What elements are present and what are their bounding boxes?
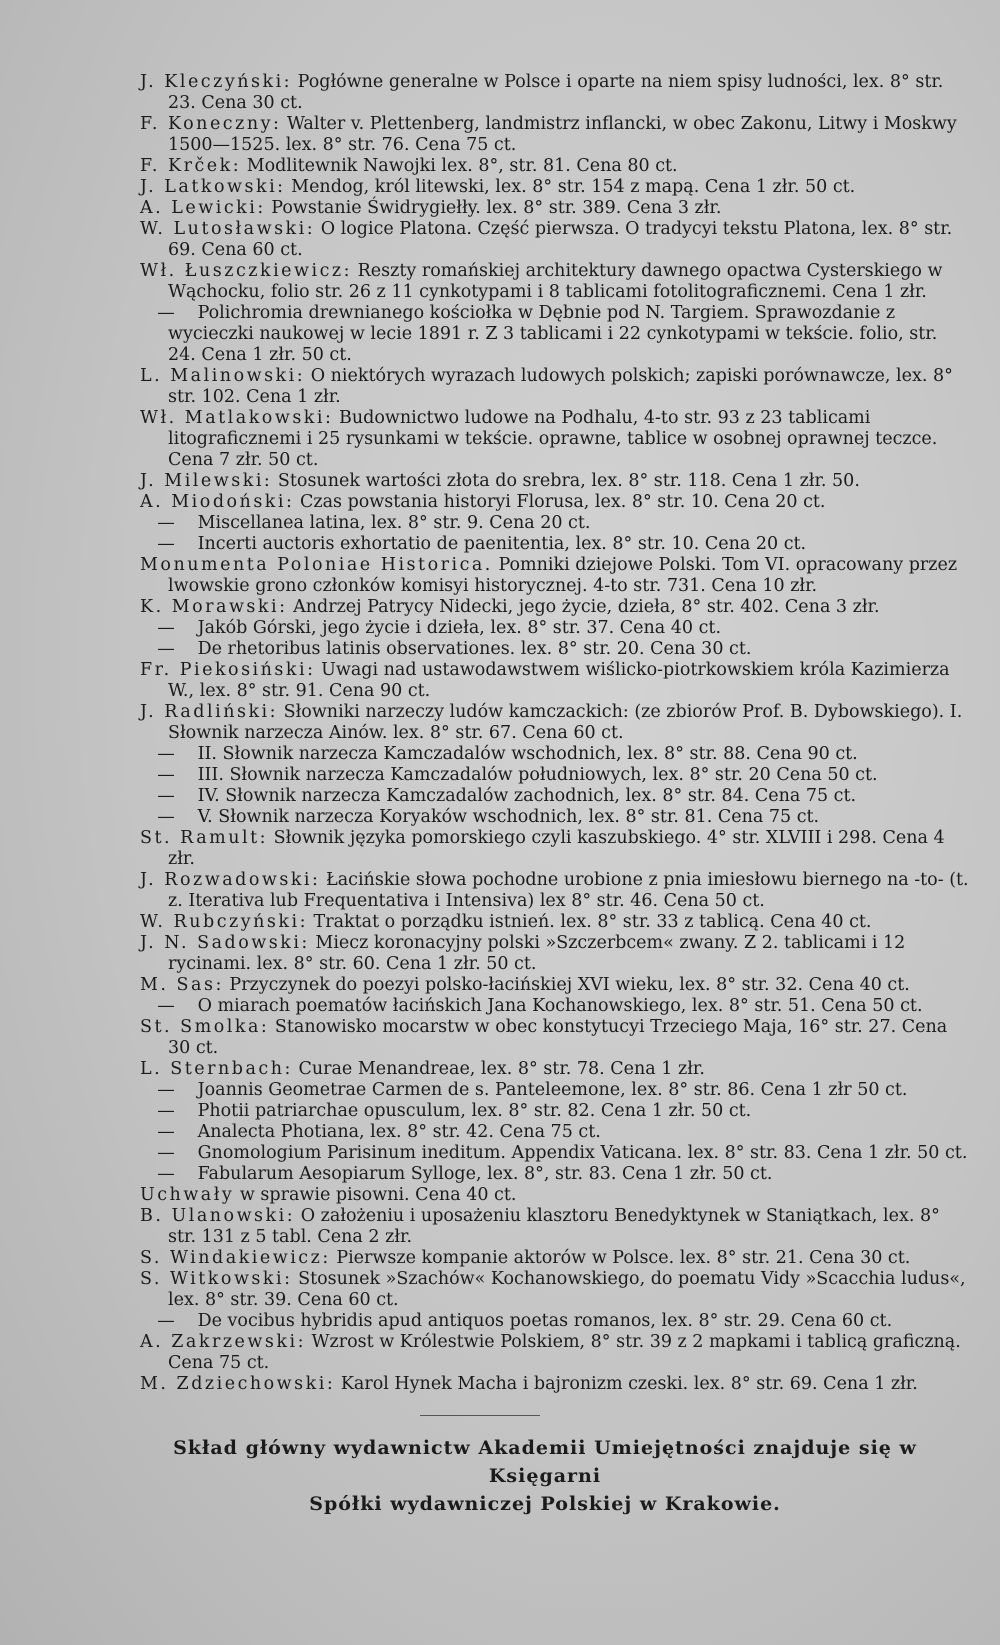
catalog-entry (140, 72, 970, 114)
catalog-entry (140, 156, 970, 177)
entry-author: — (157, 618, 175, 638)
entry-author: — (157, 639, 175, 659)
entry-text: De vocibus hybridis apud antiquos poetas romanos, lex. 8° str. 29. Cena 60 ct. (197, 1311, 893, 1331)
entry-text: Słownik języka pomorskiego czyli kaszubskiego. 4° str. XLVIII i 298. Cena 4 złr. (168, 828, 945, 869)
entry-author: — (157, 996, 175, 1016)
entry-text: Fabularum Aesopiarum Sylloge, lex. 8°, str. 83. Cena 1 złr. 50 ct. (197, 1164, 773, 1184)
entry-text: Curae Menandreae, lex. 8° str. 78. Cena 1 złr. (298, 1059, 705, 1079)
entry-author: L. Malinowski: (140, 366, 306, 386)
entry-author: K. Morawski: (140, 597, 288, 617)
entry-author: L. Sternbach: (140, 1059, 293, 1079)
entry-author: — (157, 1143, 175, 1163)
entry-author: — (157, 1101, 175, 1121)
catalog-entry (140, 408, 970, 471)
publisher-note (120, 1434, 970, 1518)
entry-text: Uwagi nad ustawodawstwem wiślicko-piotrkowskiem króla Kazimierza W., lex. 8° str. 91. Cena 90 ct. (168, 660, 950, 701)
entry-author: F. Koneczny: (140, 114, 282, 134)
entry-text: O miarach poematów łacińskich Jana Kochanowskiego, lex. 8° str. 51. Cena 50 ct. (197, 996, 923, 1016)
catalog-entry (140, 828, 970, 870)
entry-author: A. Lewicki: (140, 198, 266, 218)
catalog-entry (140, 870, 970, 912)
catalog-entry (140, 912, 970, 933)
entry-author: W. Rubczyński: (140, 912, 308, 932)
catalog-entry (140, 660, 970, 702)
catalog-entry (140, 1101, 970, 1122)
catalog-entry (140, 177, 970, 198)
entry-author: J. Latkowski: (140, 177, 286, 197)
entry-text: V. Słownik narzecza Koryaków wschodnich, lex. 8° str. 81. Cena 75 ct. (197, 807, 820, 827)
entry-author: Wł. Matlakowski: (140, 408, 334, 428)
catalog-entry (140, 492, 970, 513)
entry-text: O niektórych wyrazach ludowych polskich; zapiski porównawcze, lex. 8° str. 102. Cena 1 złr. (168, 366, 953, 407)
entry-author: M. Sas: (140, 975, 224, 995)
catalog-entry (140, 471, 970, 492)
catalog-entry (140, 1269, 970, 1311)
entry-author: — (157, 744, 175, 764)
catalog-entry (140, 786, 970, 807)
catalog-entry (140, 1206, 970, 1248)
catalog-entry (140, 1122, 970, 1143)
entry-author: J. Milewski: (140, 471, 273, 491)
entry-text: III. Słownik narzecza Kamczadalów południowych, lex. 8° str. 20 Cena 50 ct. (197, 765, 878, 785)
catalog-entry (140, 1248, 970, 1269)
entry-author: — (157, 807, 175, 827)
catalog-entry (140, 366, 970, 408)
entry-text: Gnomologium Parisinum ineditum. Appendix Vaticana. lex. 8° str. 83. Cena 1 złr. 50 ct. (197, 1143, 968, 1163)
catalog-entry (140, 1332, 970, 1374)
entry-author: S. Witkowski: (140, 1269, 293, 1289)
entry-author: W. Lutosławski: (140, 219, 316, 239)
entry-text: Stosunek »Szachów« Kochanowskiego, do poematu Vidy »Scacchia ludus«, lex. 8° str. 39. Cena 60 ct. (168, 1269, 966, 1310)
catalog-entry (140, 807, 970, 828)
publisher-note-line2: Spółki wydawniczej Polskiej w Krakowie. (309, 1493, 781, 1515)
entry-author: J. Kleczyński: (140, 72, 293, 92)
entry-author: J. Radliński: (140, 702, 279, 722)
entry-author: Monumenta Poloniae Historica. (140, 555, 493, 575)
catalog-entry (140, 555, 970, 597)
entry-text: O założeniu i uposażeniu klasztoru Benedyktynek w Staniątkach, lex. 8° str. 131 z 5 tabl. Cena 2 złr. (168, 1206, 940, 1247)
entry-author: F. Krček: (140, 156, 242, 176)
entry-text: Stanowisko mocarstw w obec konstytucyi Trzeciego Maja, 16° str. 27. Cena 30 ct. (168, 1017, 948, 1058)
publisher-note-line1: Skład główny wydawnictw Akademii Umiejętności znajduje się w Księgarni (173, 1437, 917, 1487)
catalog-entry (140, 513, 970, 534)
catalog-entry (140, 639, 970, 660)
entry-author: — (157, 513, 175, 533)
separator-rule (420, 1415, 540, 1416)
entry-author: Wł. Łuszczkiewicz: (140, 261, 353, 281)
catalog-entry (140, 198, 970, 219)
catalog-entry (140, 261, 970, 303)
entry-author: — (157, 765, 175, 785)
entry-author: J. Rozwadowski: (140, 870, 321, 890)
entry-text: Budownictwo ludowe na Podhalu, 4-to str. 93 z 23 tablicami litograficznemi i 25 rysunkami w tekście. oprawne, tablice w osobnej oprawnej teczce. Cena 7 złr. 50 ct. (168, 408, 938, 470)
catalog-entry (140, 1080, 970, 1101)
entry-author: — (157, 534, 175, 554)
catalog-entry (140, 1017, 970, 1059)
entry-text: Reszty romańskiej architektury dawnego opactwa Cysterskiego w Wąchocku, folio str. 26 z 11 cynkotypami i 8 tablicami fotolitograficznemi. Cena 1 złr. (168, 261, 943, 302)
entry-text: De rhetoribus latinis observationes. lex. 8° str. 20. Cena 30 ct. (197, 639, 752, 659)
entry-text: Stosunek wartości złota do srebra, lex. 8° str. 118. Cena 1 złr. 50. (277, 471, 860, 491)
entry-text: Jakób Górski, jego życie i dzieła, lex. 8° str. 37. Cena 40 ct. (197, 618, 722, 638)
entry-text: Łacińskie słowa pochodne urobione z pnia imiesłowu biernego na -to- (t. z. Iterativa lub Frequentativa i Intensiva) lex 8° str. 46. Cena 50 ct. (168, 870, 969, 911)
entry-author: Fr. Piekosiński: (140, 660, 316, 680)
entry-text: Przyczynek do poezyi polsko-łacińskiej XVI wieku, lex. 8° str. 32. Cena 40 ct. (229, 975, 910, 995)
catalog-entry (140, 114, 970, 156)
entry-text: O logice Platona. Część pierwsza. O tradycyi tekstu Platona, lex. 8° str. 69. Cena 60 ct. (168, 219, 953, 260)
entry-text: Czas powstania historyi Florusa, lex. 8° str. 10. Cena 20 ct. (299, 492, 826, 512)
entry-author: S. Windakiewicz: (140, 1248, 331, 1268)
entry-text: Wzrost w Królestwie Polskiem, 8° str. 39 z 2 mapkami i tablicą graficzną. Cena 75 ct. (168, 1332, 961, 1373)
catalog-entry (140, 765, 970, 786)
catalog-entry (140, 933, 970, 975)
entry-text: Słowniki narzeczy ludów kamczackich: (ze zbiorów Prof. B. Dybowskiego). I. Słownik narzecza Ainów. lex. 8° str. 67. Cena 60 ct. (168, 702, 963, 743)
catalog-entry (140, 975, 970, 996)
entry-text: Pomniki dziejowe Polski. Tom VI. opracowany przez lwowskie grono członków komisyi historycznej. 4-to str. 731. Cena 10 złr. (168, 555, 958, 596)
entry-text: II. Słownik narzecza Kamczadalów wschodnich, lex. 8° str. 88. Cena 90 ct. (197, 744, 858, 764)
catalog-entry (140, 597, 970, 618)
entry-text: Modlitewnik Nawojki lex. 8°, str. 81. Cena 80 ct. (246, 156, 678, 176)
entry-text: Incerti auctoris exhortatio de paenitentia, lex. 8° str. 10. Cena 20 ct. (197, 534, 807, 554)
catalog-entry (140, 618, 970, 639)
entry-author: — (157, 786, 175, 806)
catalog-entry (140, 303, 970, 366)
entry-text: Pierwsze kompanie aktorów w Polsce. lex. 8° str. 21. Cena 30 ct. (336, 1248, 911, 1268)
entry-author: — (157, 1122, 175, 1142)
entry-text: Polichromia drewnianego kościołka w Dębnie pod N. Targiem. Sprawozdanie z wycieczki naukowej w lecie 1891 r. Z 3 tablicami i 22 cynkotypami w tekście. folio, str. 24. Cena 1 złr. 50 ct. (168, 303, 938, 365)
entry-author: M. Zdziechowski: (140, 1374, 336, 1394)
entry-text: w sprawie pisowni. Cena 40 ct. (239, 1185, 517, 1205)
entry-text: Pogłówne generalne w Polsce i oparte na niem spisy ludności, lex. 8° str. 23. Cena 30 ct. (168, 72, 944, 113)
catalog-entry (140, 996, 970, 1017)
catalog-entry (140, 534, 970, 555)
entry-author: J. N. Sadowski: (140, 933, 310, 953)
catalog-entry (140, 744, 970, 765)
catalog-entry (140, 1059, 970, 1080)
entry-author: — (157, 1080, 175, 1100)
catalog-list (140, 72, 970, 1518)
entry-author: A. Zakrzewski: (140, 1332, 306, 1352)
catalog-entry (140, 1185, 970, 1206)
catalog-entry (140, 702, 970, 744)
entry-text: Walter v. Plettenberg, landmistrz inflancki, w obec Zakonu, Litwy i Moskwy 1500—1525. lex. 8° str. 76. Cena 75 ct. (168, 114, 957, 155)
entry-author: Uchwały (140, 1185, 235, 1205)
catalog-entry (140, 1164, 970, 1185)
entry-text: Andrzej Patrycy Nidecki, jego życie, dzieła, 8° str. 402. Cena 3 złr. (293, 597, 880, 617)
catalog-entry (140, 1311, 970, 1332)
entry-author: B. Ulanowski: (140, 1206, 296, 1226)
entry-author: — (157, 1164, 175, 1184)
entry-author: St. Ramult: (140, 828, 269, 848)
entry-text: Powstanie Świdrygiełły. lex. 8° str. 389. Cena 3 złr. (271, 198, 722, 218)
entry-text: IV. Słownik narzecza Kamczadalów zachodnich, lex. 8° str. 84. Cena 75 ct. (197, 786, 857, 806)
entry-text: Traktat o porządku istnień. lex. 8° str. 33 z tablicą. Cena 40 ct. (313, 912, 872, 932)
catalog-entry (140, 1143, 970, 1164)
entry-text: Mendog, król litewski, lex. 8° str. 154 z mapą. Cena 1 złr. 50 ct. (291, 177, 856, 197)
entry-text: Analecta Photiana, lex. 8° str. 42. Cena 75 ct. (197, 1122, 601, 1142)
catalog-entry (140, 219, 970, 261)
entry-text: Karol Hynek Macha i bajronizm czeski. lex. 8° str. 69. Cena 1 złr. (340, 1374, 918, 1394)
entry-author: — (157, 1311, 175, 1331)
entry-text: Miecz koronacyjny polski »Szczerbcem« zwany. Z 2. tablicami i 12 rycinami. lex. 8° str. 60. Cena 1 złr. 50 ct. (168, 933, 906, 974)
entry-text: Photii patriarchae opusculum, lex. 8° str. 82. Cena 1 złr. 50 ct. (197, 1101, 752, 1121)
entry-author: A. Miodoński: (140, 492, 295, 512)
entry-author: — (157, 303, 175, 323)
entry-text: Joannis Geometrae Carmen de s. Panteleemone, lex. 8° str. 86. Cena 1 złr 50 ct. (197, 1080, 908, 1100)
catalog-entry (140, 1374, 970, 1395)
entry-author: St. Smolka: (140, 1017, 270, 1037)
entry-text: Miscellanea latina, lex. 8° str. 9. Cena 20 ct. (197, 513, 591, 533)
